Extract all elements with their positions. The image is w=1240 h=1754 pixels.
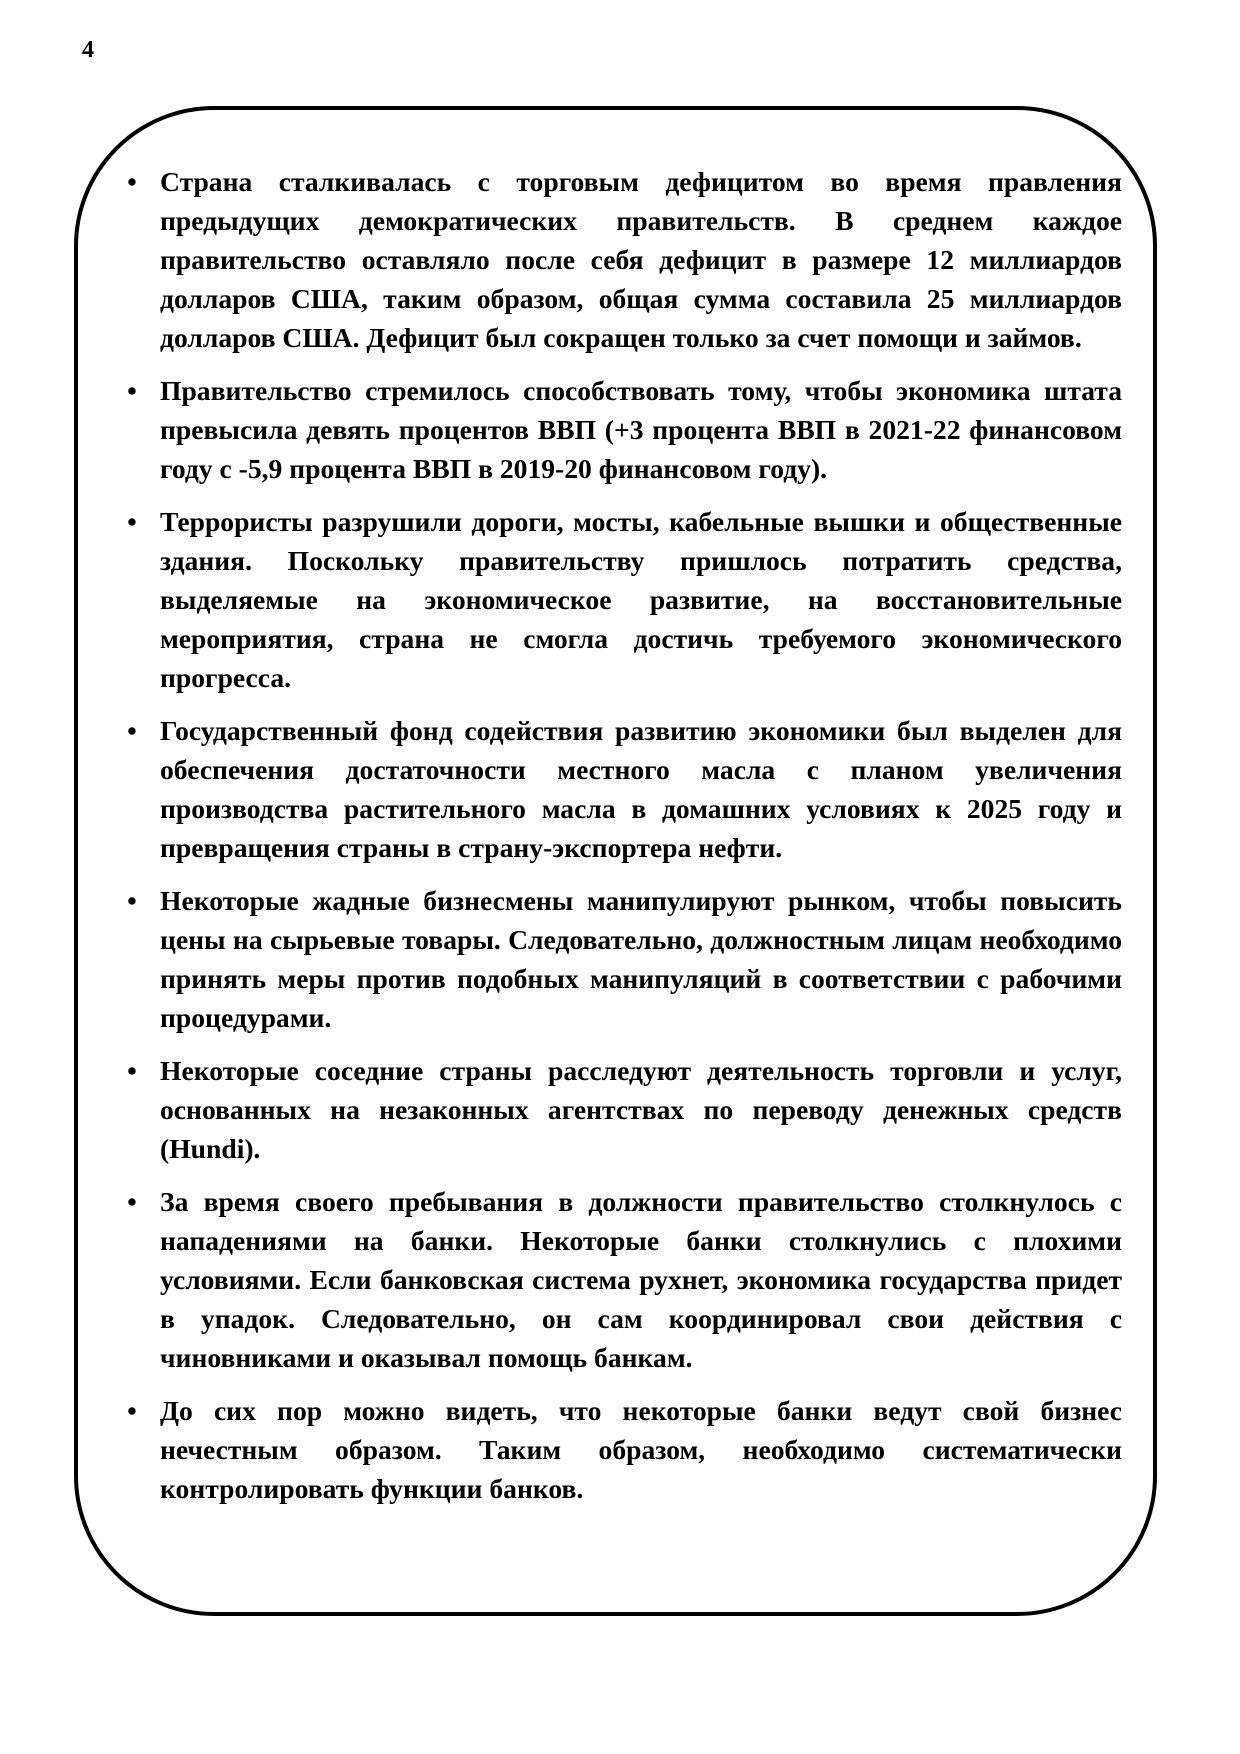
list-item bbox=[127, 371, 1122, 488]
list-item bbox=[127, 1391, 1122, 1508]
list-item bbox=[127, 162, 1122, 357]
list-item-text: Правительство стремилось способствовать тому, чтобы экономика штата превысила девять процентов ВВП (+3 процента ВВП в 2021-22 финансовом году с -5,9 процента ВВП в 2019-20 финансовом году). bbox=[160, 375, 1122, 484]
list-item bbox=[127, 1182, 1122, 1377]
bullet-list bbox=[127, 162, 1122, 1522]
bullet-icon: • bbox=[127, 885, 137, 916]
list-item-text: Государственный фонд содействия развитию экономики был выделен для обеспечения достаточности местного масла с планом увеличения производства растительного масла в домашних условиях к 2025 году и превращения страны в страну-экспортера нефти. bbox=[160, 715, 1122, 863]
list-item bbox=[127, 502, 1122, 697]
list-item-text: До сих пор можно видеть, что некоторые банки ведут свой бизнес нечестным образом. Таким образом, необходимо систематически контролировать функции банков. bbox=[160, 1395, 1122, 1504]
bullet-icon: • bbox=[127, 506, 137, 537]
list-item bbox=[127, 1051, 1122, 1168]
bullet-icon: • bbox=[127, 1186, 137, 1217]
list-item bbox=[127, 881, 1122, 1037]
list-item-text: Некоторые жадные бизнесмены манипулируют рынком, чтобы повысить цены на сырьевые товары. Следовательно, должностным лицам необходимо принять меры против подобных манипуляций в соответствии с рабочими процедурами. bbox=[160, 885, 1122, 1033]
list-item-text: Некоторые соседние страны расследуют деятельность торговли и услуг, основанных на незаконных агентствах по переводу денежных средств (Hundi). bbox=[160, 1055, 1122, 1164]
bullet-icon: • bbox=[127, 1055, 137, 1086]
bullet-icon: • bbox=[127, 166, 137, 197]
list-item-text: За время своего пребывания в должности правительство столкнулось с нападениями на банки. Некоторые банки столкнулись с плохими условиями. Если банковская система рухнет, экономика государства придет в упадок. Следовательно, он сам координировал свои действия с чиновниками и оказывал помощь банкам. bbox=[160, 1186, 1122, 1373]
bullet-icon: • bbox=[127, 715, 137, 746]
bullet-icon: • bbox=[127, 1395, 137, 1426]
list-item-text: Террористы разрушили дороги, мосты, кабельные вышки и общественные здания. Поскольку правительству пришлось потратить средства, выделяемые на экономическое развитие, на восстановительные мероприятия, страна не смогла достичь требуемого экономического прогресса. bbox=[160, 506, 1122, 693]
page-number: 4 bbox=[82, 37, 94, 63]
list-item bbox=[127, 711, 1122, 867]
list-item-text: Страна сталкивалась с торговым дефицитом во время правления предыдущих демократических правительств. В среднем каждое правительство оставляло после себя дефицит в размере 12 миллиардов долларов США, таким образом, общая сумма составила 25 миллиардов долларов США. Дефицит был сокращен только за счет помощи и займов. bbox=[160, 166, 1122, 353]
bullet-icon: • bbox=[127, 375, 137, 406]
